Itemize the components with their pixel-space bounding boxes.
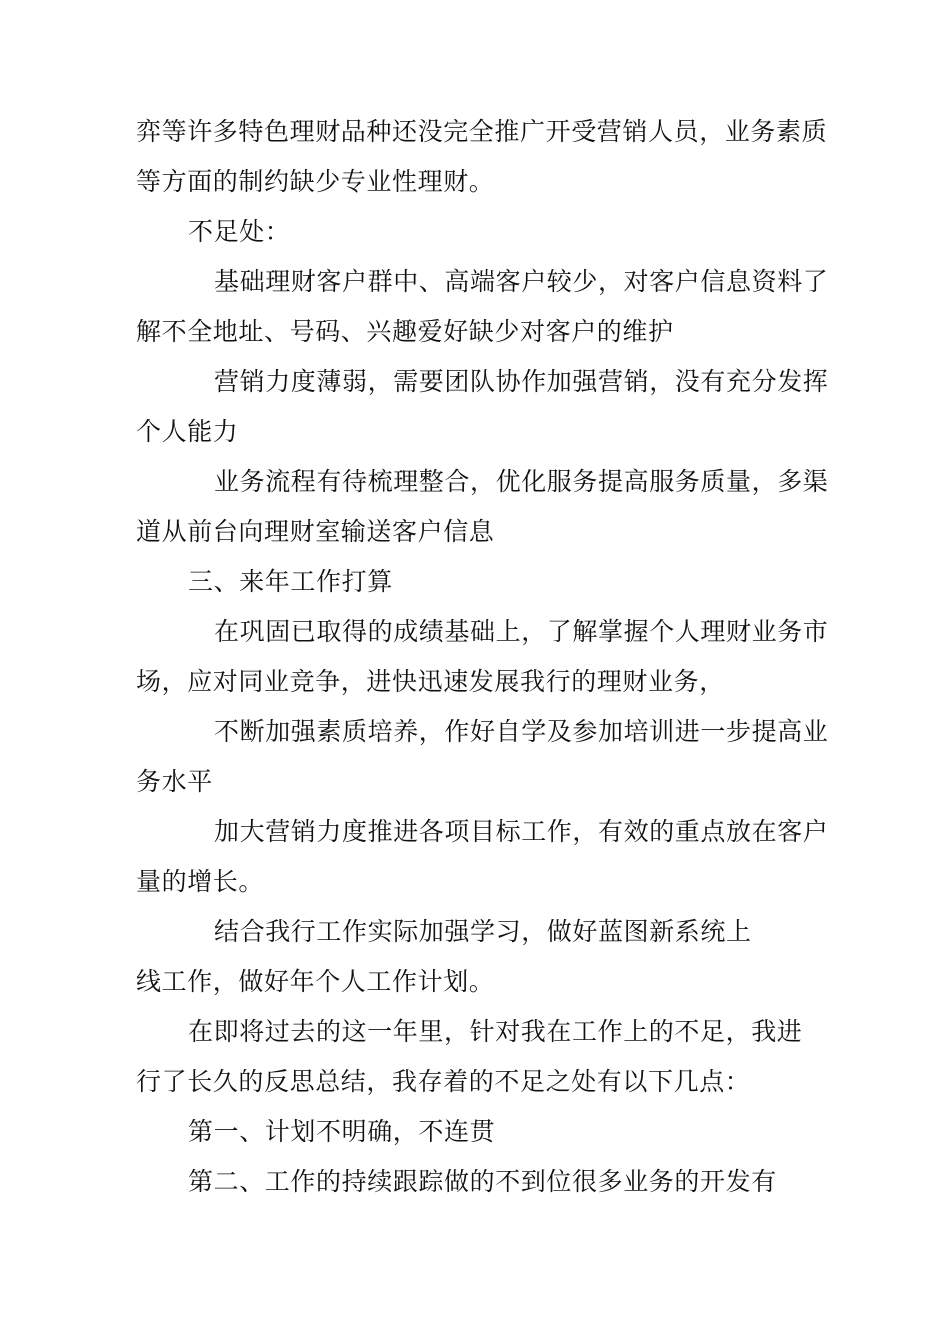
- text-line-4: 基础理财客户群中、高端客户较少，对客户信息资料了: [214, 267, 829, 296]
- text-line-18: 线工作，做好年个人工作计划。: [136, 967, 495, 996]
- text-line-22: 第二、工作的持续跟踪做的不到位很多业务的开发有: [188, 1167, 777, 1196]
- text-line-6: 营销力度薄弱，需要团队协作加强营销，没有充分发挥: [214, 367, 829, 396]
- text-line-8: 业务流程有待梳理整合，优化服务提高服务质量，多渠: [214, 467, 829, 496]
- text-line-5: 解不全地址、号码、兴趣爱好缺少对客户的维护: [136, 317, 674, 346]
- text-line-21: 第一、计划不明确，不连贯: [188, 1117, 496, 1146]
- text-line-2: 等方面的制约缺少专业性理财。: [136, 167, 495, 196]
- section-heading: 三、来年工作打算: [188, 567, 393, 596]
- text-line-3: 不足处：: [188, 217, 291, 246]
- text-line-19: 在即将过去的这一年里，针对我在工作上的不足，我进: [188, 1017, 803, 1046]
- text-line-1: 弈等许多特色理财品种还没完全推广开受营销人员，业务素质: [136, 117, 828, 146]
- text-line-11: 在巩固已取得的成绩基础上，了解掌握个人理财业务市: [214, 617, 829, 646]
- text-line-17: 结合我行工作实际加强学习，做好蓝图新系统上: [214, 917, 752, 946]
- text-line-15: 加大营销力度推进各项目标工作，有效的重点放在客户: [214, 817, 829, 846]
- text-line-7: 个人能力: [136, 417, 239, 446]
- text-line-16: 量的增长。: [136, 867, 265, 896]
- text-line-14: 务水平: [136, 767, 213, 796]
- text-line-20: 行了长久的反思总结，我存着的不足之处有以下几点：: [136, 1067, 751, 1096]
- text-line-12: 场，应对同业竞争，进快迅速发展我行的理财业务，: [136, 667, 725, 696]
- text-line-9: 道从前台向理财室输送客户信息: [136, 517, 495, 546]
- text-line-13: 不断加强素质培养，作好自学及参加培训进一步提高业: [214, 717, 829, 746]
